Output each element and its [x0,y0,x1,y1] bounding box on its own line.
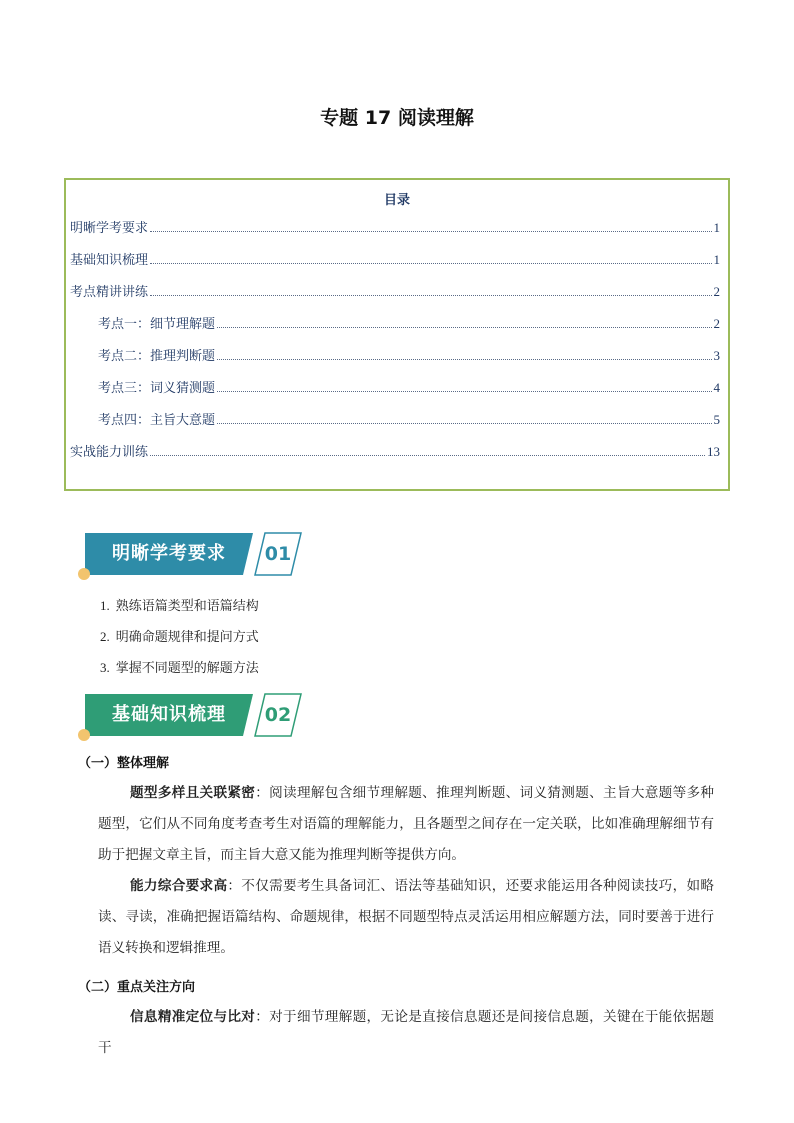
toc-entry-page: 4 [713,380,720,395]
toc-entry-label: 明晰学考要求 [70,221,149,236]
toc-entry-label: 考点一：细节理解题 [98,317,216,332]
banner-dot [78,729,90,741]
section-banner-requirements [78,533,308,579]
toc-entry-page: 13 [707,444,720,459]
toc-leader-dots [217,423,711,424]
toc-leader-dots [150,263,711,264]
toc-entry-label: 考点四：主旨大意题 [98,413,216,428]
toc-entry-page: 1 [713,220,720,235]
toc-entry-page: 2 [713,284,720,299]
banner-number: 02 [264,704,292,726]
document-title: 专题 17 阅读理解 [320,107,474,129]
toc-entry-basics[interactable] [70,250,720,268]
toc-entry-label: 实战能力训练 [70,445,149,460]
paragraph [98,778,714,874]
toc-entry-point-4[interactable] [98,410,720,428]
toc-leader-dots [150,231,711,232]
toc-entry-requirements[interactable] [70,218,720,236]
item-text: 掌握不同题型的解题方法 [115,661,259,676]
toc-entry-point-3[interactable] [98,378,720,396]
toc-entry-label: 考点三：词义猜测题 [98,381,216,396]
item-number: 3. [100,660,110,675]
section-banner-basics [78,694,308,740]
banner-label: 基础知识梳理 [112,704,226,725]
banner-label: 明晰学考要求 [112,543,226,564]
paragraph [98,1002,715,1056]
item-text: 明确命题规律和提问方式 [115,630,259,645]
toc-leader-dots [150,295,711,296]
toc-entry-point-1[interactable] [98,314,720,332]
subsection-heading: （一）整体理解 [78,756,170,771]
paragraph-lead: 题型多样且关联紧密 [130,785,256,801]
requirement-item [100,657,259,676]
toc-entry-page: 1 [713,252,720,267]
toc-entry-page: 3 [713,348,720,363]
item-number: 1. [100,598,110,613]
toc-leader-dots [217,391,711,392]
toc-entry-page: 2 [713,316,720,331]
toc-leader-dots [150,455,705,456]
toc-heading: 目录 [383,193,410,208]
toc-entry-page: 5 [713,412,720,427]
item-number: 2. [100,629,110,644]
paragraph-lead: 能力综合要求高 [130,878,228,894]
toc-leader-dots [217,327,711,328]
item-text: 熟练语篇类型和语篇结构 [115,599,259,614]
toc-entry-label: 基础知识梳理 [70,253,149,268]
paragraph-body: ：不仅需要考生具备词汇、语法等基础知识，还要求能运用各种阅读技巧，如略读、寻读，准确把握语篇结构、命题规律，根据不同题型特点灵活运用相应解题方法，同时要善于进行语义转换和逻辑推理。 [98,878,715,956]
paragraph-lead: 信息精准定位与比对 [130,1009,256,1025]
toc-entry-label: 考点二：推理判断题 [98,349,216,364]
banner-number: 01 [264,543,292,565]
paragraph [98,871,714,967]
toc-entry-point-2[interactable] [98,346,720,364]
paragraph-body: ：阅读理解包含细节理解题、推理判断题、词义猜测题、主旨大意题等多种题型，它们从不同角度考查考生对语篇的理解能力，且各题型之间存在一定关联，比如准确理解细节有助于把握文章主旨，而主旨大意又能为推理判断等提供方向。 [98,785,715,863]
toc-entry-key-points[interactable] [70,282,720,300]
subsection-heading: （二）重点关注方向 [78,980,196,995]
paragraph-body: ：对于细节理解题，无论是直接信息题还是间接信息题，关键在于能依据题干 [98,1009,715,1056]
requirement-item [100,626,259,645]
toc-entry-label: 考点精讲讲练 [70,285,149,300]
requirement-item [100,595,259,614]
toc-entry-practice[interactable] [70,442,720,460]
banner-dot [78,568,90,580]
toc-leader-dots [217,359,711,360]
